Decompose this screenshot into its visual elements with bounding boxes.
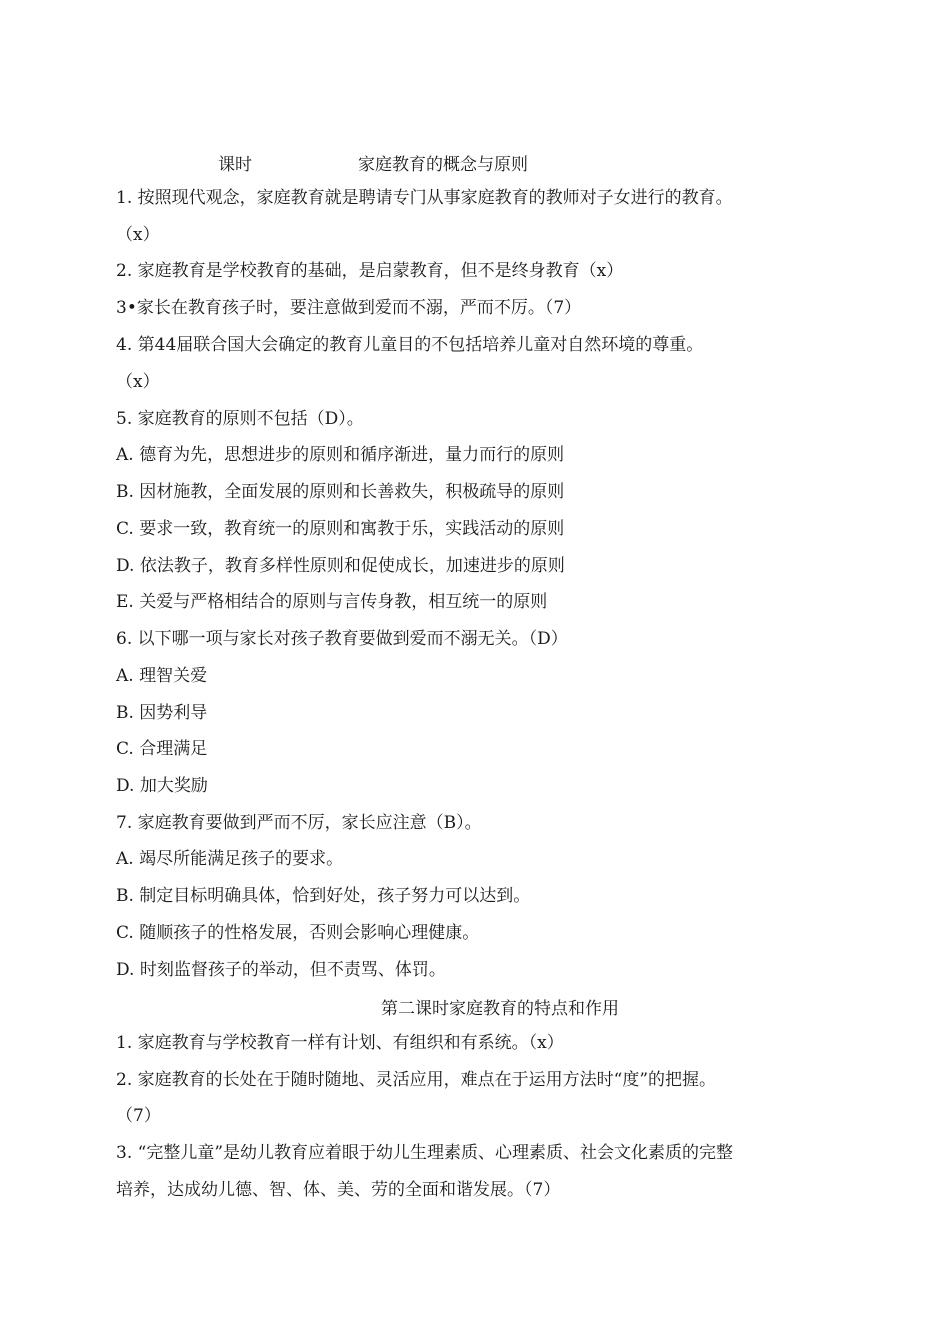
question-line: 3•家长在教育孩子时，要注意做到爱而不溺，严而不厉。（7） xyxy=(116,298,582,318)
question-line: 3. “完整儿童”是幼儿教育应着眼于幼儿生理素质、心理素质、社会文化素质的完整 xyxy=(116,1143,734,1163)
option-line: B. 制定目标明确具体，恰到好处，孩子努力可以达到。 xyxy=(116,886,531,906)
option-line: A. 理智关爱 xyxy=(116,666,208,686)
option-line: D. 时刻监督孩子的举动，但不责骂、体罚。 xyxy=(116,960,446,980)
option-line: C. 要求一致，教育统一的原则和寓教于乐，实践活动的原则 xyxy=(116,519,565,539)
question-line: 1. 家庭教育与学校教育一样有计划、有组织和有系统。（x） xyxy=(116,1033,564,1053)
option-line: A. 德育为先，思想进步的原则和循序渐进，量力而行的原则 xyxy=(116,445,565,465)
section1-label: 课时 xyxy=(218,155,252,175)
option-line: D. 依法教子，教育多样性原则和促使成长，加速进步的原则 xyxy=(116,556,565,576)
question-line: 培养，达成幼儿德、智、体、美、劳的全面和谐发展。（7） xyxy=(116,1180,561,1200)
answer-line: （7） xyxy=(116,1106,161,1126)
option-line: C. 随顺孩子的性格发展，否则会影响心理健康。 xyxy=(116,923,480,943)
option-line: E. 关爱与严格相结合的原则与言传身教，相互统一的原则 xyxy=(116,592,548,612)
option-line: B. 因势利导 xyxy=(116,703,208,723)
question-line: 6. 以下哪一项与家长对孩子教育要做到爱而不溺无关。（D） xyxy=(116,629,568,649)
section2-title: 第二课时家庭教育的特点和作用 xyxy=(381,999,619,1019)
option-line: D. 加大奖励 xyxy=(116,776,208,796)
answer-line: （x） xyxy=(116,372,160,392)
question-line: 1. 按照现代观念，家庭教育就是聘请专门从事家庭教育的教师对子女进行的教育。 xyxy=(116,188,733,208)
answer-line: （x） xyxy=(116,225,160,245)
question-line: 2. 家庭教育是学校教育的基础，是启蒙教育，但不是终身教育（x） xyxy=(116,261,624,281)
question-line: 2. 家庭教育的长处在于随时随地、灵活应用，难点在于运用方法时“度”的把握。 xyxy=(116,1070,717,1090)
section1-title: 家庭教育的概念与原则 xyxy=(358,155,528,175)
question-line: 4. 第44届联合国大会确定的教育儿童目的不包括培养儿童对自然环境的尊重。 xyxy=(116,335,704,355)
option-line: A. 竭尽所能满足孩子的要求。 xyxy=(116,849,344,869)
option-line: C. 合理满足 xyxy=(116,739,208,759)
option-line: B. 因材施教，全面发展的原则和长善救失，积极疏导的原则 xyxy=(116,482,565,502)
question-line: 7. 家庭教育要做到严而不厉，家长应注意（B）。 xyxy=(116,813,482,833)
question-line: 5. 家庭教育的原则不包括（D）。 xyxy=(116,409,364,429)
